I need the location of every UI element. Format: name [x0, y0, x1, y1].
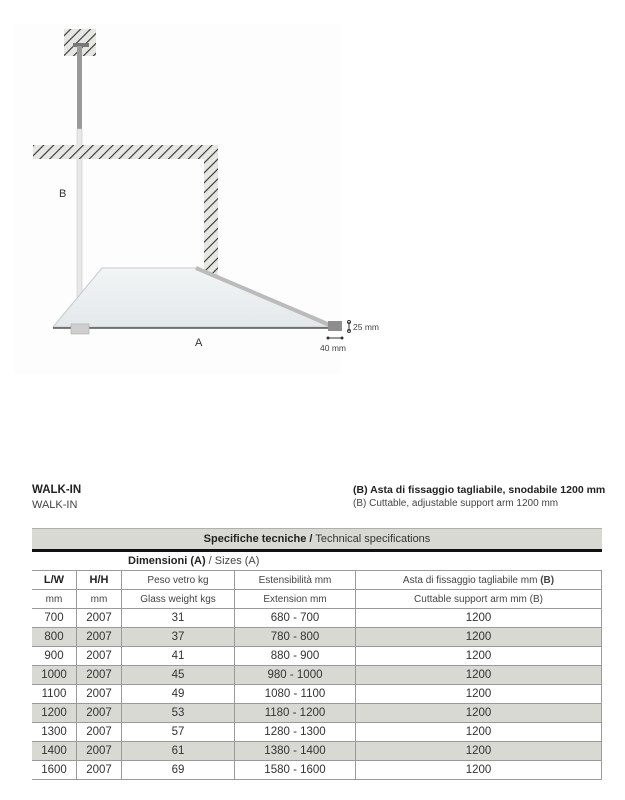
- cell-extension: 880 - 900: [235, 647, 356, 666]
- cell-extension: 980 - 1000: [235, 666, 356, 685]
- cell-extension: 780 - 800: [235, 628, 356, 647]
- dimensions-heading-it: Dimensioni (A): [128, 555, 206, 567]
- product-subtitle: WALK-IN: [32, 499, 78, 511]
- cell-lw: 900: [32, 647, 77, 666]
- cell-lw: 1000: [32, 666, 77, 685]
- cell-hh: 2007: [77, 723, 122, 742]
- cell-lw: 1600: [32, 761, 77, 780]
- cell-arm: 1200: [356, 628, 602, 647]
- cell-extension: 1080 - 1100: [235, 685, 356, 704]
- header-extension-it: Estensibilità mm: [235, 571, 356, 590]
- product-title: WALK-IN: [32, 484, 82, 496]
- cell-hh: 2007: [77, 609, 122, 628]
- dimensions-heading: [32, 552, 602, 570]
- table-row: [32, 761, 602, 780]
- support-arm-upper: [77, 46, 82, 129]
- cell-arm: 1200: [356, 723, 602, 742]
- label-a: A: [195, 337, 203, 349]
- spec-heading-en: Technical specifications: [312, 533, 431, 545]
- header-arm-it: [356, 571, 602, 590]
- spec-band-heading: [32, 528, 602, 549]
- profile-section: [328, 321, 342, 331]
- header-arm-en: Cuttable support arm mm (B): [356, 590, 602, 609]
- cell-extension: 1280 - 1300: [235, 723, 356, 742]
- cell-weight: 53: [122, 704, 235, 723]
- header-hh: H/H: [77, 571, 122, 590]
- cell-hh: 2007: [77, 666, 122, 685]
- table-row: [32, 742, 602, 761]
- arm-note-title: (B) Asta di fissaggio tagliabile, snodabile 1200 mm: [353, 484, 606, 496]
- cell-weight: 45: [122, 666, 235, 685]
- spec-table: [32, 570, 602, 780]
- cell-weight: 57: [122, 723, 235, 742]
- header-weight-it: Peso vetro kg: [122, 571, 235, 590]
- table-row: [32, 723, 602, 742]
- cell-weight: 41: [122, 647, 235, 666]
- wall-top: [33, 145, 218, 159]
- spec-heading-it: Specifiche tecniche /: [203, 533, 313, 545]
- header-lw: L/W: [32, 571, 77, 590]
- cell-hh: 2007: [77, 647, 122, 666]
- cell-lw: 800: [32, 628, 77, 647]
- cell-arm: 1200: [356, 742, 602, 761]
- header-weight-en: Glass weight kgs: [122, 590, 235, 609]
- table-row: [32, 666, 602, 685]
- header-hh-unit: mm: [77, 590, 122, 609]
- profile-height-label: 25 mm: [353, 322, 379, 332]
- cell-weight: 69: [122, 761, 235, 780]
- cell-arm: 1200: [356, 685, 602, 704]
- cell-hh: 2007: [77, 628, 122, 647]
- header-arm-it-suffix: (B): [540, 574, 555, 586]
- header-lw-unit: mm: [32, 590, 77, 609]
- cell-lw: 1300: [32, 723, 77, 742]
- cell-hh: 2007: [77, 742, 122, 761]
- cell-arm: 1200: [356, 704, 602, 723]
- table-row: [32, 704, 602, 723]
- cell-extension: 1380 - 1400: [235, 742, 356, 761]
- cell-lw: 1100: [32, 685, 77, 704]
- profile-width-label: 40 mm: [320, 343, 346, 353]
- cell-weight: 49: [122, 685, 235, 704]
- cell-lw: 1200: [32, 704, 77, 723]
- header-arm-it-text: Asta di fissaggio tagliabile mm: [402, 574, 541, 586]
- table-row: [32, 685, 602, 704]
- header-row-it: [32, 571, 602, 590]
- technical-spec-section: [32, 528, 602, 780]
- cell-extension: 1580 - 1600: [235, 761, 356, 780]
- cell-lw: 1400: [32, 742, 77, 761]
- cell-weight: 31: [122, 609, 235, 628]
- cell-extension: 680 - 700: [235, 609, 356, 628]
- cell-arm: 1200: [356, 666, 602, 685]
- header-extension-en: Extension mm: [235, 590, 356, 609]
- arm-foot: [71, 324, 89, 334]
- cell-hh: 2007: [77, 685, 122, 704]
- cell-hh: 2007: [77, 704, 122, 723]
- dimensions-heading-en: / Sizes (A): [205, 555, 260, 567]
- table-row: [32, 647, 602, 666]
- arm-note-subtitle: (B) Cuttable, adjustable support arm 1200 mm: [353, 498, 559, 509]
- table-row: [32, 628, 602, 647]
- label-b: B: [59, 188, 67, 200]
- cell-weight: 37: [122, 628, 235, 647]
- cell-lw: 700: [32, 609, 77, 628]
- cell-weight: 61: [122, 742, 235, 761]
- cell-extension: 1180 - 1200: [235, 704, 356, 723]
- cell-hh: 2007: [77, 761, 122, 780]
- cell-arm: 1200: [356, 761, 602, 780]
- table-row: [32, 609, 602, 628]
- header-row-en: [32, 590, 602, 609]
- cell-arm: 1200: [356, 647, 602, 666]
- cell-arm: 1200: [356, 609, 602, 628]
